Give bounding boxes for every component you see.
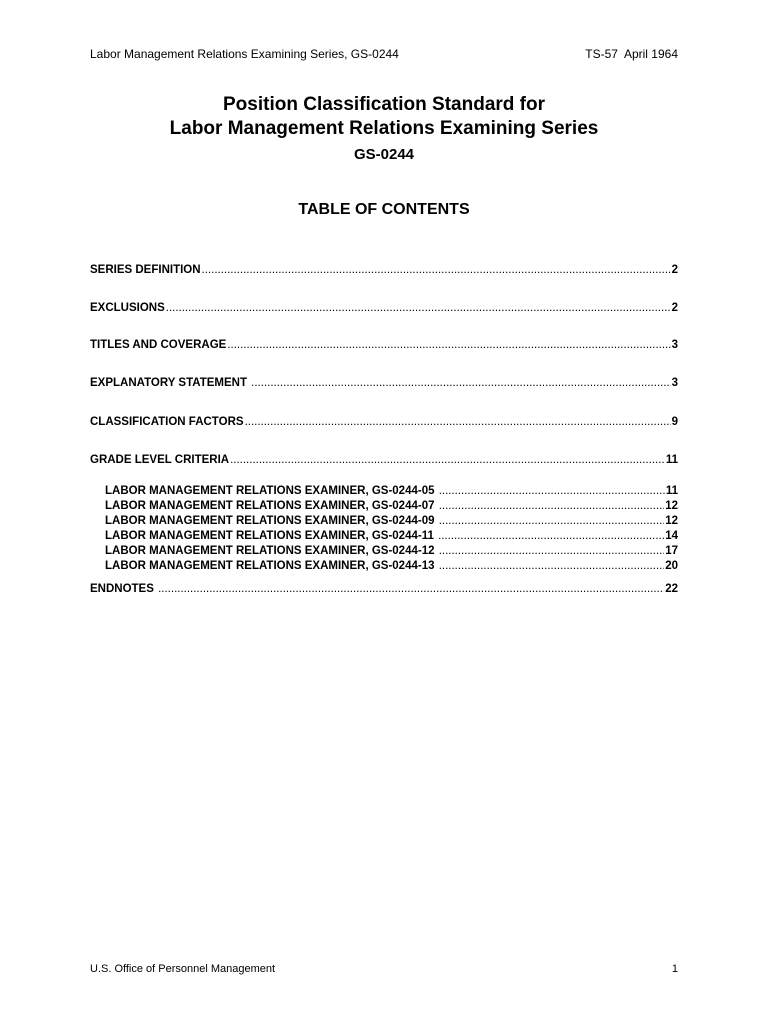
title-line-2: Labor Management Relations Examining Series	[169, 118, 599, 139]
toc-entry-gs-0244-12[interactable]	[105, 544, 678, 559]
footer-page-number: 1	[671, 963, 678, 975]
toc-entry-label: LABOR MANAGEMENT RELATIONS EXAMINER, GS-0244-07	[105, 500, 438, 512]
toc-leader-dots	[439, 499, 665, 514]
footer-agency: U.S. Office of Personnel Management	[90, 963, 276, 975]
toc-leader-dots	[251, 376, 670, 391]
toc-entry-page: 3	[671, 339, 678, 351]
toc-entry-label: GRADE LEVEL CRITERIA	[90, 454, 230, 466]
toc-entry-label: TITLES AND COVERAGE	[90, 339, 227, 351]
toc-entry-page: 11	[665, 454, 678, 466]
toc-entry-label: EXCLUSIONS	[90, 302, 165, 314]
toc-entry-label: ENDNOTES	[90, 583, 158, 595]
toc-entry-gs-0244-09[interactable]	[105, 514, 678, 529]
toc-entry-page: 12	[665, 515, 678, 527]
toc-entry-label: EXPLANATORY STATEMENT	[90, 377, 251, 389]
toc-entry-classification-factors[interactable]	[90, 415, 678, 430]
toc-entry-page: 22	[665, 583, 678, 595]
toc-entry-label: LABOR MANAGEMENT RELATIONS EXAMINER, GS-0244-09	[105, 515, 438, 527]
toc-entry-page: 20	[665, 560, 678, 572]
toc-leader-dots	[230, 453, 665, 468]
toc-leader-dots	[245, 415, 671, 430]
toc-leader-dots	[439, 544, 665, 559]
toc-entry-label: LABOR MANAGEMENT RELATIONS EXAMINER, GS-0244-13	[105, 560, 438, 572]
running-header	[90, 46, 678, 62]
toc-entry-titles-and-coverage[interactable]	[90, 338, 678, 353]
toc-entry-gs-0244-05[interactable]	[105, 484, 678, 499]
toc-entry-page: 14	[665, 530, 678, 542]
toc-entry-exclusions[interactable]	[90, 301, 678, 316]
toc-entry-explanatory-statement[interactable]	[90, 376, 678, 391]
toc-entry-label: LABOR MANAGEMENT RELATIONS EXAMINER, GS-0244-11	[105, 530, 438, 542]
toc-leader-dots	[439, 514, 665, 529]
toc-entry-page: 3	[671, 377, 678, 389]
toc-entry-gs-0244-13[interactable]	[105, 559, 678, 574]
toc-leader-dots	[439, 484, 665, 499]
toc-leader-dots	[227, 338, 670, 353]
header-date: TS-57 April 1964	[585, 47, 678, 61]
toc-heading: TABLE OF CONTENTS	[298, 201, 470, 218]
toc-leader-dots	[439, 559, 665, 574]
title-block	[0, 93, 768, 165]
header-series-title: Labor Management Relations Examining Series, GS-0244	[90, 47, 399, 61]
toc-entry-page: 11	[665, 485, 678, 497]
toc-leader-dots	[202, 263, 671, 278]
toc-entry-label: SERIES DEFINITION	[90, 264, 201, 276]
toc-entry-grade-level-criteria[interactable]	[90, 453, 678, 468]
toc-entry-label: LABOR MANAGEMENT RELATIONS EXAMINER, GS-0244-12	[105, 545, 438, 557]
toc-leader-dots	[438, 529, 664, 544]
toc-leader-dots	[158, 582, 664, 597]
toc-entry-label: CLASSIFICATION FACTORS	[90, 416, 244, 428]
toc-entry-page: 17	[665, 545, 678, 557]
toc-entry-gs-0244-07[interactable]	[105, 499, 678, 514]
toc-entry-label: LABOR MANAGEMENT RELATIONS EXAMINER, GS-0244-05	[105, 485, 438, 497]
series-code: GS-0244	[353, 146, 415, 163]
toc-entry-page: 12	[665, 500, 678, 512]
toc-entry-page: 9	[671, 416, 678, 428]
toc-entry-page: 2	[671, 264, 678, 276]
running-footer	[90, 962, 678, 977]
toc-entry-endnotes[interactable]	[90, 582, 678, 597]
toc-leader-dots	[166, 301, 671, 316]
title-line-1: Position Classification Standard for	[223, 94, 545, 115]
toc-entry-page: 2	[671, 302, 678, 314]
toc-entry-gs-0244-11[interactable]	[105, 529, 678, 544]
toc-entry-series-definition[interactable]	[90, 263, 678, 278]
